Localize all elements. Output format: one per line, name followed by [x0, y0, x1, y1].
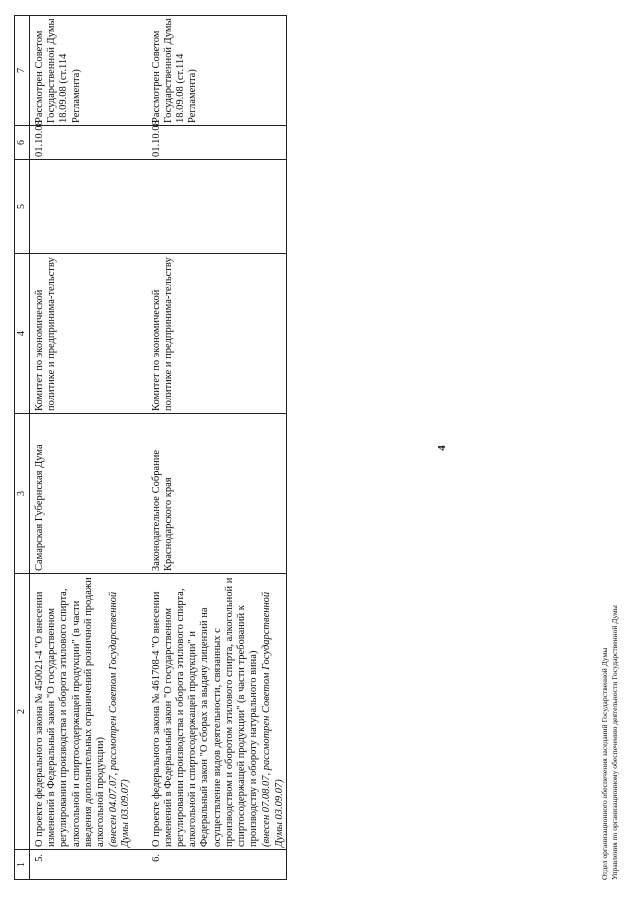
column-header: 1	[15, 850, 30, 880]
page-number: 4	[436, 445, 448, 451]
bill-title: О проекте федерального закона № 461708-4 "О внесении изменений в Федеральный закон "О государственном регулировании производства и оборота этилового спирта, алкогольной и спиртосодержащей продукции" и Федеральный закон "О сборах за выдачу лицензий на осуществление видов деятельности, связанных с производством и оборотом этилового спирта, алкогольной и спиртосодержащей продукции" (в части требований к производству и обороту натурального вина)	[150, 577, 260, 847]
column-header: 5	[15, 160, 30, 254]
table-header-row	[15, 16, 30, 880]
initiator-cell: Законодательное Собрание Краснодарского края	[133, 414, 287, 574]
column-header: 7	[15, 16, 30, 126]
table-row	[30, 16, 133, 880]
bill-note: (внесен 04.07.07, рассмотрен Советом Государственной Думы 03.09.07)	[108, 591, 132, 847]
committee-cell: Комитет по экономической политике и предпринима-тельству	[30, 254, 133, 414]
footer	[600, 20, 620, 880]
row-number: 5.	[30, 850, 133, 880]
bill-title: О проекте федерального закона № 450021-4 "О внесении изменений в Федеральный закон "О государственном регулировании производства и оборота этилового спирта, алкогольной и спиртосодержащей продукции" (в части введения дополнительных ограничений розничной продажи алкогольной продукции)	[34, 577, 107, 847]
bill-cell	[30, 574, 133, 850]
column-header: 4	[15, 254, 30, 414]
col5-cell	[133, 160, 287, 254]
footer-line: Отдел организационного обеспечения заседаний Государственной Думы	[600, 647, 609, 880]
col5-cell	[30, 160, 133, 254]
column-header: 2	[15, 574, 30, 850]
date-cell: 01.10.08	[133, 126, 287, 160]
bills-table	[14, 16, 430, 880]
column-header: 3	[15, 414, 30, 574]
committee-cell: Комитет по экономической политике и предпринима-тельству	[133, 254, 287, 414]
status-cell: Рассмотрен Советом Государственной Думы 18.09.08 (ст.114 Регламента)	[133, 16, 287, 126]
row-number: 6.	[133, 850, 287, 880]
column-header: 6	[15, 126, 30, 160]
footer-line: Управления по организационному обеспечению деятельности Государственной Думы	[610, 605, 619, 880]
bill-note: (внесен 07.08.07, рассмотрен Советом Государственной Думы 03.09.07)	[261, 591, 285, 847]
initiator-cell: Самарская Губернская Дума	[30, 414, 133, 574]
table-row	[133, 16, 287, 880]
status-cell: Рассмотрен Советом Государственной Думы 18.09.08 (ст.114 Регламента)	[30, 16, 133, 126]
bill-cell	[133, 574, 287, 850]
date-cell: 01.10.08	[30, 126, 133, 160]
